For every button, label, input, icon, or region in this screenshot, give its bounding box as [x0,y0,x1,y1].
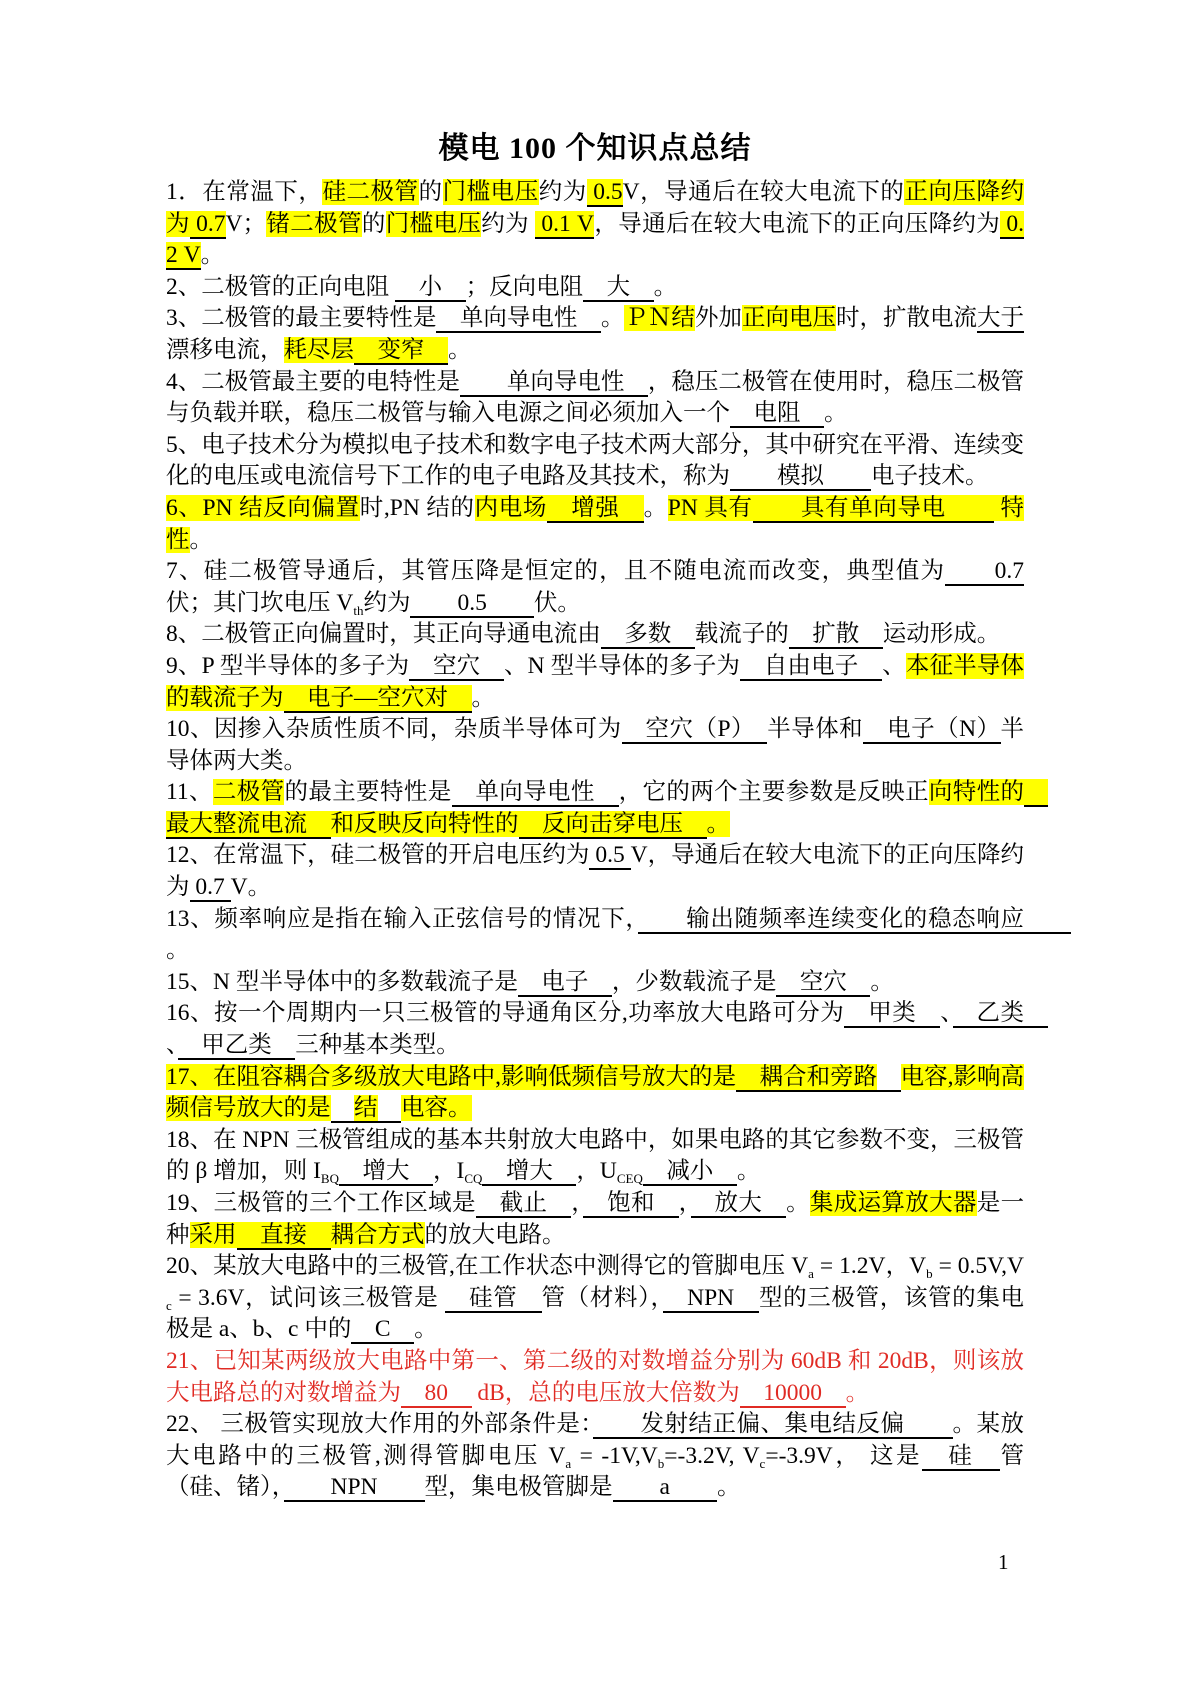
highlighted-text: 和反映反向特性的 [330,810,519,837]
blank-answer: 电子—空穴对 [283,684,472,711]
blank-answer [331,1095,355,1123]
text-run: 某放大电路中的三极管,测得管脚电压 V [166,1411,1025,1469]
blank-answer: 甲乙类 [177,1032,296,1059]
text-run: ，导通后在较大电流下的正向压降约为 [594,210,1001,237]
blank-answer: 0.1 V [535,210,595,237]
knowledge-point-19 [166,1188,1024,1251]
blank-answer: 结 [354,1095,378,1122]
blank-answer: a [612,1474,717,1501]
blank-answer: 0.5 [586,179,623,205]
blank-answer: 硅 [922,1442,1001,1469]
text-run: ，它的两个主要参数是反映正 [618,779,929,806]
blank-answer: 具有单向导电 [752,494,995,521]
text-run: V。 [230,874,272,901]
text-run: 漂移电流， [166,305,1048,363]
text-run: 的 [418,179,443,205]
blank-answer: 截止 [475,1190,572,1216]
text-run: 12、在常温下，硅二极管的开启电压约为 [166,842,590,869]
text-run: 、 [882,652,906,679]
text-run: dB，总的电压放大倍数为 [471,1379,740,1406]
text-run: ；反向电阻 [465,273,584,300]
blank-answer: 变窄 [354,336,448,363]
blank-answer: 最大整流电流 [166,779,1048,837]
knowledge-point-13 [166,904,1072,967]
blank-answer: 电子（N） [863,716,1001,743]
text-run: 的放大电路。 [424,1221,566,1248]
knowledge-point-9 [166,651,1024,714]
knowledge-points-list [166,177,1072,1504]
knowledge-point-3 [166,303,1048,366]
highlighted-text: 向特性 [928,779,1001,806]
text-run: 运动形成。 [882,621,1001,648]
knowledge-point-8 [166,619,1024,651]
text-run: 。 [166,937,190,964]
highlighted-text: 锗二极管 [265,210,362,237]
text-run: 半导体两大类。 [166,716,1025,774]
blank-answer: 小 [395,273,466,300]
highlighted-text: 采用 [189,1221,237,1248]
page-number: 1 [998,1550,1009,1574]
highlighted-text: 正向压降 [904,179,1001,205]
text-run: 、N 型半导体的多子为 [503,652,741,679]
blank-answer: 硅管 [444,1284,542,1311]
blank-answer: 0.7 [945,558,1025,585]
blank-answer: 多数 [600,621,695,648]
text-run: 的 [361,210,386,237]
highlighted-text: 硅二极管 [322,179,419,205]
blank-answer: 80 [401,1379,472,1406]
blank-answer: 空穴 [409,652,504,679]
highlighted-text: PN 具有 [667,494,753,521]
text-run: 是一种 [166,1190,1025,1248]
highlighted-text: 17、在阻容耦合多级放大电路中,影响低频信号放大的是 [166,1063,737,1090]
text-run: = -1V,V [571,1442,658,1469]
text-run: 。 [471,684,495,711]
text-run: ， [571,1190,584,1216]
blank-answer: 单向导电性 [459,368,648,395]
highlighted-text: 的 [1000,779,1025,806]
text-run: 。 [716,1474,741,1501]
blank-answer: 直接 [236,1221,331,1248]
knowledge-point-12 [166,840,1024,903]
text-run: 约为 [363,589,411,616]
text-run: 。 [448,336,472,363]
blank-answer: 空穴（P） [621,716,768,743]
knowledge-point-11 [166,777,1048,840]
text-run: =-3.9V， 这是 [765,1442,923,1469]
text-run: 3、二极管的最主要特性是 [166,305,437,332]
blank-answer: 0.5 [410,589,534,616]
subscript: a [808,1266,814,1282]
text-run: = 0.5V, [932,1253,1007,1280]
text-run: 、 [166,1032,178,1059]
text-run: 。 [952,1411,977,1438]
knowledge-point-17 [166,1062,1024,1125]
text-run: 13、频率响应是指在输入正弦信号的情况下， [166,905,638,932]
blank-answer: 单向导电性 [451,779,619,806]
knowledge-point-15 [166,967,1024,999]
blank-answer: 发射结正偏、集电结反偏 [592,1411,953,1438]
blank-answer: 增大 [338,1158,433,1185]
blank-answer: NPN [662,1284,759,1311]
text-run: 8、二极管正向偏置时，其正向导通电流由 [166,621,601,648]
text-run: 。 [786,1190,810,1216]
text-run: 20、某放大电路中的三极管,在工作状态中测得它的管脚电压 V [166,1253,809,1280]
highlighted-text: 集成运算放大器 [809,1190,977,1216]
text-run: 。 [824,400,848,427]
knowledge-point-2 [166,272,1024,304]
text-run: 伏；其门坎电压 V [166,589,354,616]
text-run: V，导通后在较大电流下的正向压降约为 [166,842,1025,901]
subscript: CEQ [616,1171,643,1187]
text-run: 管（材料）， [541,1284,663,1311]
blank-answer: 耦合和旁路 [736,1063,878,1090]
text-run: ，I [432,1158,465,1185]
blank-answer: 0.7 [189,874,231,901]
blank-answer: 反向击穿电压 [518,810,707,837]
knowledge-point-22 [166,1409,1024,1504]
blank-answer: 减小 [642,1158,737,1185]
blank-answer: 0.7 [189,210,226,237]
text-run: 管（硅、锗）， [166,1442,1024,1501]
text-run: 15、N 型半导体中的多数载流子是 [166,968,518,995]
text-run: 约为 [481,210,536,237]
text-run: ， [678,1190,691,1216]
highlighted-text: 特性 [166,494,1025,553]
blank-answer: 10000 [739,1379,846,1406]
blank-answer: 增强 [547,494,644,521]
highlighted-text: 耗尽层 [283,336,354,363]
text-run: 1．在常温下， [166,179,323,205]
highlighted-text: 电容。 [401,1095,472,1122]
highlighted-text: 6、PN 结反向偏置 [166,494,360,521]
highlighted-text: 。 [706,810,730,837]
text-run: 三种基本类型。 [295,1032,460,1059]
highlighted-text: 影响高频信号放大的是 [166,1063,1025,1122]
text-run: 22、 三极管实现放大作用的外部条件是： [166,1411,593,1438]
highlighted-text: 二极管 [212,779,285,806]
blank-answer: 甲类 [844,1000,941,1027]
highlighted-text: 耦合方式 [330,1221,425,1248]
text-run: 半导体和 [767,716,864,743]
blank-answer [877,1064,901,1092]
blank-answer: 扩散 [788,621,883,648]
text-run: 。 [870,968,894,995]
blank-answer: 0.2 V [166,210,1025,269]
text-run: 外加 [694,305,742,332]
text-run: V [1007,1253,1024,1280]
subscript: b [657,1455,665,1471]
blank-answer [378,1095,402,1123]
blank-answer: C [351,1316,415,1343]
blank-answer: 电阻 [730,400,824,427]
text-run: 5、电子技术分为模拟电子技术和数字电子技术两大部分，其中研究在平滑、连续变化的电压或电流信号下工作的电子电路及其技术，称为 [166,431,1024,490]
text-run: = 3.6V，试问该三极管是 [171,1284,445,1311]
knowledge-point-16 [166,998,1048,1061]
text-run: 7、硅二极管导通后，其管压降是恒定的，且不随电流而改变，典型值为 [166,558,946,585]
text-run: 4、二极管最主要的电特性是 [166,368,460,395]
knowledge-point-7 [166,556,1024,619]
knowledge-point-20 [166,1251,1024,1346]
blank-answer: 大于 [977,305,1025,332]
knowledge-point-6 [166,493,1024,556]
knowledge-point-21 [166,1346,1024,1409]
blank-answer: 大 [583,273,654,300]
knowledge-point-4 [166,367,1024,430]
highlighted-text: 门槛电压 [385,210,482,237]
highlighted-text: ＰＮ结 [624,305,695,332]
subscript: c [166,1297,172,1313]
blank-answer: 单向导电性 [436,305,601,332]
blank-answer: 电子 [517,968,612,995]
text-run: V； [225,210,266,237]
text-run: 。 [414,1316,438,1343]
knowledge-point-1 [166,177,1024,272]
text-run: 18、在 NPN 三极管组成的基本共射放大电路中，如果电路的其它参数不变，三极管的 β 增加，则 I [166,1126,1024,1185]
knowledge-point-5 [166,430,1024,493]
subscript: c [759,1455,766,1471]
text-run: ，U [576,1158,617,1185]
text-run: 时，扩散电流 [836,305,978,332]
text-run: V，导通后在较大电流下的 [622,179,905,205]
text-run: 电子技术。 [871,463,989,490]
text-run: 19、三极管的三个工作区域是 [166,1190,476,1216]
text-run: 10、因掺入杂质性质不同，杂质半导体可为 [166,716,622,743]
highlighted-text: 门槛电压 [442,179,539,205]
text-run: 。 [845,1379,870,1406]
highlighted-text: 内电场 [474,494,548,521]
blank-answer: 乙类 [952,1000,1048,1027]
text-run: 型，集电极管脚是 [424,1474,613,1501]
subscript: BQ [320,1171,339,1187]
text-run: =-3.2V, V [664,1442,760,1469]
text-run: 。 [653,273,678,300]
subscript: b [926,1266,933,1282]
text-run: 9、P 型半导体的多子为 [166,652,410,679]
blank-answer: 自由电子 [740,652,883,679]
text-run: 型的三极管，该管的集电极是 a、b、c 中的 [166,1284,1024,1343]
blank-answer: NPN [283,1474,425,1501]
blank-answer: 输出随频率连续变化的稳态响应 [637,905,1072,932]
text-run: 21、已知某两级放大电路中第一、第二级的对数增益分别为 60dB 和 20dB，则该放大电路总的对数增益为 [166,1347,1024,1406]
blank-answer: 增大 [482,1158,577,1185]
text-run: 。 [643,494,668,521]
text-run: ，少数载流子是 [611,968,777,995]
blank-answer: 0.5 [589,842,631,869]
text-run: 载流子的 [694,621,789,648]
blank-answer: 模拟 [730,463,871,490]
document-content [166,128,1072,1504]
text-run: = 1.2V，V [813,1253,927,1280]
text-run: 。 [600,305,625,332]
blank-answer: 饱和 [583,1190,679,1216]
text-run: 伏。 [533,589,581,616]
text-run: 的最主要特性是 [284,779,452,806]
text-run: 。 [736,1158,761,1185]
text-run: 11、 [166,779,213,806]
subscript: th [353,602,364,618]
highlighted-text: 正向电压 [741,305,836,332]
text-run: ，稳压二极管在使用时，稳压二极管与负载并联，稳压二极管与输入电源之间必须加入一个 [166,368,1025,427]
text-run: 。 [200,242,225,269]
knowledge-point-10 [166,714,1024,777]
text-run: 2、二极管的正向电阻 [166,273,396,300]
blank-answer: 空穴 [776,968,871,995]
highlighted-text: 电容, [900,1063,954,1090]
page-title: 模电 100 个知识点总结 [438,132,752,165]
subscript: a [565,1455,572,1471]
text-run: 。 [189,526,213,553]
text-run: 时,PN 结的 [359,494,475,521]
highlighted-text: 约为 [166,179,1025,237]
text-run: 、 [940,1000,953,1027]
highlighted-text: 本征半导体的载流子为 [166,652,1025,711]
blank-answer: 放大 [690,1190,787,1216]
text-run: 约为 [538,179,587,205]
knowledge-point-18 [166,1125,1024,1188]
subscript: CQ [464,1171,483,1187]
text-run: 16、按一个周期内一只三极管的导通角区分,功率放大电路可分为 [166,1000,845,1027]
